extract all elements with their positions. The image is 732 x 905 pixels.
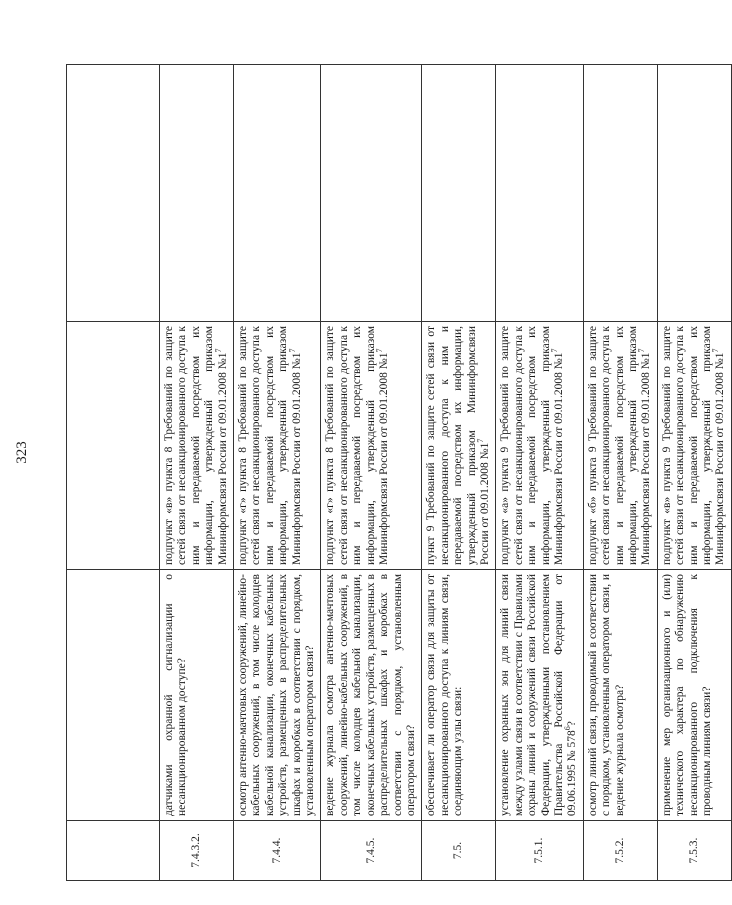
- reference-text: [583, 322, 657, 570]
- empty-answer-cell: [234, 65, 321, 322]
- question-text: [67, 570, 160, 821]
- empty-answer-cell: [583, 65, 657, 322]
- reference-text: [160, 322, 234, 570]
- question-text: датчиками охранной сигнализации о несанкционированном доступе?: [160, 570, 234, 821]
- table-row: [496, 65, 583, 881]
- item-number: 7.4.3.2.: [160, 821, 234, 881]
- question-text: осмотр антенно-мачтовых сооружений, линейно-кабельных сооружений, в том числе колодцев кабельной канализации, оконечных кабельных устройств, размещенных в распределительных шкафах и коробках в соответствии с порядком, установленным оператором связи?: [234, 570, 321, 821]
- reference-text: [234, 322, 321, 570]
- reference-body: подпункт «г» пункта 8 Требований по защите сетей связи от несанкционированного доступа к ним и передаваемой посредством их информации, утвержденный приказом Мининформсвязи России от 09.01.2008 №1: [324, 326, 391, 565]
- item-number: 7.5.1.: [496, 821, 583, 881]
- page-number: 323: [14, 441, 30, 464]
- reference-body: подпункт «г» пункта 8 Требований по защите сетей связи от несанкционированного доступа к ним и передаваемой посредством их информации, утвержденный приказом Мининформсвязи России от 09.01.2008 №1: [237, 326, 303, 565]
- footnote-mark: 6: [563, 726, 573, 731]
- reference-body: подпункт «а» пункта 9 Требований по защите сетей связи от несанкционированного доступа к ним и передаваемой посредством их информации, утвержденный приказом Мининформсвязи России от 09.01.2008 №1: [499, 326, 565, 565]
- footnote-mark: 7: [637, 348, 647, 353]
- table-row: [321, 65, 422, 881]
- item-number: 7.5.2.: [583, 821, 657, 881]
- reference-body: подпункт «в» пункта 8 Требований по защите сетей связи от несанкционированного доступа к ним и передаваемой посредством их информации, утвержденный приказом Мининформсвязи России от 09.01.2008 №1: [163, 326, 229, 565]
- reference-text: [657, 322, 731, 570]
- item-number: 7.5.3.: [657, 821, 731, 881]
- question-text: осмотр линий связи, проводимый в соответствии с порядком, установленным оператором связи, и ведение журнала осмотра?: [583, 570, 657, 821]
- reference-text: [422, 322, 496, 570]
- footnote-mark: 7: [711, 348, 721, 353]
- question-text: применение мер организационного и (или) технического характера по обнаружению несанкционированного подключения к проводным линиям связи?: [657, 570, 731, 821]
- empty-answer-cell: [321, 65, 422, 322]
- question-tail: ?: [566, 721, 579, 727]
- empty-answer-cell: [160, 65, 234, 322]
- reference-body: подпункт «в» пункта 9 Требований по защите сетей связи от несанкционированного доступа к ним и передаваемой посредством их информации, утвержденный приказом Мининформсвязи России от 09.01.2008 №1: [660, 326, 727, 565]
- question-text: [496, 570, 583, 821]
- table-row: [67, 65, 160, 881]
- table-row: [422, 65, 496, 881]
- question-text: обеспечивает ли оператор связи для защиты от несанкционированного доступа к линиям связи, соединяющим узлы связи:: [422, 570, 496, 821]
- empty-answer-cell: [67, 65, 160, 322]
- footnote-mark: 7: [375, 348, 385, 353]
- footnote-mark: 7: [213, 348, 223, 353]
- table-row: [657, 65, 731, 881]
- reference-text: [67, 322, 160, 570]
- empty-answer-cell: [422, 65, 496, 322]
- footnote-mark: 7: [550, 348, 560, 353]
- reference-body: пункт 9 Требований по защите сетей связи от несанкционированного доступа к ним и передаваемой посредством их информации, утвержденный приказом Мининформсвязи России от 09.01.2008 №1: [425, 326, 491, 565]
- table-row: [583, 65, 657, 881]
- item-number: [67, 821, 160, 881]
- item-number: 7.4.4.: [234, 821, 321, 881]
- table-row: [234, 65, 321, 881]
- rotated-table-container: [66, 65, 727, 881]
- empty-answer-cell: [657, 65, 731, 322]
- reference-text: [496, 322, 583, 570]
- question-body: установление охранных зон для линий связи между узлами связи в соответствии с Правилами охраны линий и сооружений связи Российской Федерации, утвержденными постановлением Правительства Российской Федерации от 09.06.1995 № 578: [499, 574, 579, 816]
- reference-body: подпункт «б» пункта 9 Требований по защите сетей связи от несанкционированного доступа к ним и передаваемой посредством их информации, утвержденный приказом Мининформсвязи России от 09.01.2008 №1: [586, 326, 653, 565]
- checklist-table: [66, 64, 732, 881]
- table-row: [160, 65, 234, 881]
- footnote-mark: 7: [476, 438, 486, 443]
- empty-answer-cell: [496, 65, 583, 322]
- reference-text: [321, 322, 422, 570]
- item-number: 7.4.5.: [321, 821, 422, 881]
- question-text: ведение журнала осмотра антенно-мачтовых сооружений, линейно-кабельных сооружений, в том числе колодцев кабельной канализации, оконечных кабельных устройств, размещенных в распределительных шкафах и коробках в соответствии с порядком, установленным оператором связи?: [321, 570, 422, 821]
- footnote-mark: 7: [287, 348, 297, 353]
- item-number: 7.5.: [422, 821, 496, 881]
